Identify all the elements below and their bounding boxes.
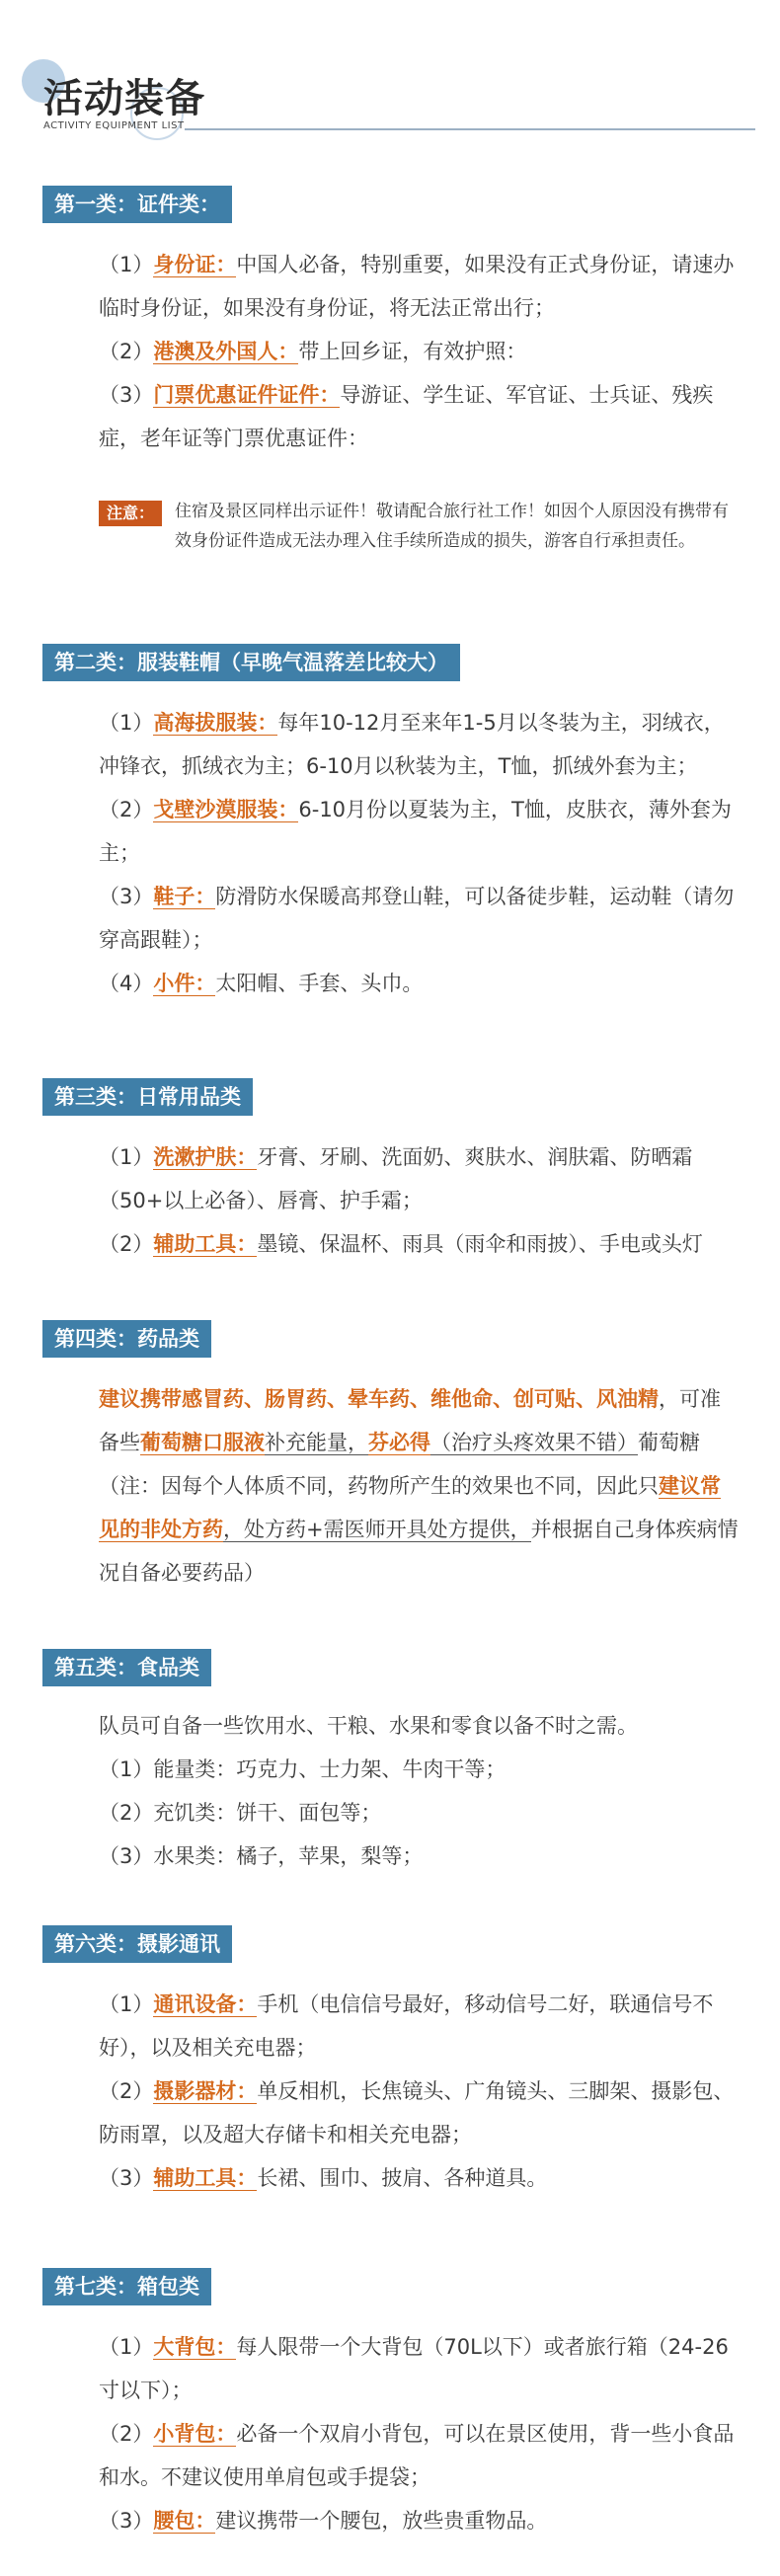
list-item (99, 373, 741, 460)
item-text: 每人限带一个大背包（70L以下）或者旅行箱（24-26寸以下）； (99, 2335, 729, 2402)
item-text: 手机（电信信号最好，移动信号二好，联通信号不好），以及相关充电器； (99, 1992, 714, 2060)
section-body (99, 701, 741, 1005)
item-number: （1） (99, 1992, 154, 2016)
item-number: （2） (99, 2079, 154, 2103)
list-item (99, 2069, 741, 2156)
highlight-text: 建议携带感冒药、肠胃药、晕车药、维他命、创可贴、风油精 (99, 1387, 659, 1411)
section-heading: 第六类：摄影通讯 (42, 1925, 232, 1963)
section-body (99, 1983, 741, 2200)
header (22, 57, 757, 136)
list-item (99, 1222, 741, 1266)
item-text: 牙膏、牙刷、洗面奶、爽肤水、润肤霜、防晒霜（50+以上必备）、唇膏、护手霜； (99, 1145, 693, 1212)
item-text: 橘子，苹果，梨等； (236, 1844, 424, 1868)
section-body (99, 2325, 741, 2542)
item-number: （2） (99, 798, 154, 821)
list-item (99, 788, 741, 875)
item-keyword: 通讯设备： (153, 1992, 258, 2016)
body-text: 并根据自己身体疾病情况自备必要药品） (99, 1518, 739, 1585)
body-text: （治疗头疼效果不错） (430, 1431, 638, 1454)
highlight-text: 芬必得 (368, 1431, 430, 1454)
item-keyword: 小背包： (153, 2422, 237, 2446)
item-number: （1） (99, 1145, 154, 1169)
list-item (99, 243, 741, 330)
item-text: 太阳帽、手套、头巾。 (215, 972, 424, 995)
section-body (99, 1704, 741, 1878)
section-heading: 第七类：箱包类 (42, 2268, 211, 2305)
item-text: 建议携带一个腰包，放些贵重物品。 (215, 2509, 548, 2533)
item-text: 墨镜、保温杯、雨具（雨伞和雨披）、手电或头灯 (257, 1232, 703, 1256)
header-divider (185, 128, 755, 130)
item-number: （3） (99, 1844, 154, 1868)
item-number: （3） (99, 2166, 154, 2190)
item-text: 长裙、围巾、披肩、各种道具。 (257, 2166, 548, 2190)
list-item (99, 330, 741, 373)
page-title: 活动装备 (43, 76, 205, 121)
notice-tag: 注意： (99, 501, 162, 526)
list-item (99, 1983, 741, 2069)
item-text: 6-10月份以夏装为主，T恤，皮肤衣，薄外套为主； (99, 798, 732, 865)
body-text: ，可准备些 (99, 1387, 721, 1454)
highlight-text: 葡萄糖口服液 (140, 1431, 265, 1454)
item-keyword: 小件： (153, 972, 216, 995)
paragraph (99, 1377, 741, 1595)
section-heading: 第五类：食品类 (42, 1649, 211, 1686)
item-keyword: 摄影器材： (153, 2079, 258, 2103)
item-text: 必备一个双肩小背包，可以在景区使用，背一些小食品和水。不建议使用单肩包或手提袋； (99, 2422, 735, 2489)
item-keyword: 戈壁沙漠服装： (153, 798, 299, 821)
intro-text: 队员可自备一些饮用水、干粮、水果和零食以备不时之需。 (99, 1714, 638, 1738)
item-number: （1） (99, 253, 154, 276)
item-text: 中国人必备，特别重要，如果没有正式身份证，请速办临时身份证，如果没有身份证，将无法正常出行； (99, 253, 735, 320)
item-text: 饼干、面包等； (236, 1801, 382, 1825)
section-body (99, 243, 741, 460)
item-text: 导游证、学生证、军官证、士兵证、残疾症，老年证等门票优惠证件： (99, 383, 714, 450)
body-text: ，处方药+需医师开具处方提供， (223, 1518, 531, 1541)
item-keyword: 港澳及外国人： (153, 340, 299, 363)
item-keyword: 辅助工具： (153, 2166, 258, 2190)
item-keyword: 大背包： (153, 2335, 237, 2359)
item-number: （3） (99, 885, 154, 908)
item-keyword: 洗漱护肤： (153, 1145, 258, 1169)
notice (99, 499, 741, 551)
item-number: （3） (99, 2509, 154, 2533)
item-text: 单反相机，长焦镜头、广角镜头、三脚架、摄影包、防雨罩，以及超大存储卡和相关充电器； (99, 2079, 735, 2147)
page-subtitle: ACTIVITY EQUIPMENT LIST (43, 120, 185, 131)
item-number: （3） (99, 383, 154, 407)
section-heading: 第二类：服装鞋帽（早晚气温落差比较大） (42, 644, 460, 681)
item-keyword: 水果类： (153, 1844, 237, 1868)
section-heading: 第一类：证件类： (42, 186, 232, 223)
item-number: （1） (99, 1757, 154, 1781)
list-item (99, 2156, 741, 2200)
list-item (99, 1135, 741, 1222)
item-text: 防滑防水保暖高邦登山鞋，可以备徒步鞋，运动鞋（请勿穿高跟鞋）； (99, 885, 735, 952)
list-item (99, 2325, 741, 2412)
list-item (99, 2499, 741, 2542)
item-number: （2） (99, 1232, 154, 1256)
item-keyword: 身份证： (153, 253, 237, 276)
item-number: （4） (99, 972, 154, 995)
list-item (99, 701, 741, 788)
list-item (99, 1748, 741, 1791)
item-keyword: 高海拔服装： (153, 711, 278, 735)
highlight-text: 建议常见的非处方药 (99, 1474, 721, 1541)
list-item (99, 2412, 741, 2499)
item-text: 巧克力、士力架、牛肉干等； (236, 1757, 507, 1781)
item-number: （2） (99, 340, 154, 363)
notice-text: 住宿及景区同样出示证件！敬请配合旅行社工作！如因个人原因没有携带有效身份证件造成无法办理入住手续所造成的损失，游客自行承担责任。 (175, 502, 729, 551)
section-body (99, 1135, 741, 1266)
item-text: 带上回乡证，有效护照： (298, 340, 527, 363)
list-item (99, 1834, 741, 1878)
item-number: （2） (99, 2422, 154, 2446)
section-body (99, 1377, 741, 1595)
item-number: （2） (99, 1801, 154, 1825)
list-item (99, 875, 741, 962)
item-keyword: 腰包： (153, 2509, 216, 2533)
item-keyword: 能量类： (153, 1757, 237, 1781)
list-item (99, 1791, 741, 1834)
item-keyword: 充饥类： (153, 1801, 237, 1825)
item-number: （1） (99, 2335, 154, 2359)
item-text: 每年10-12月至来年1-5月以冬装为主，羽绒衣，冲锋衣，抓绒衣为主；6-10月以秋装为主，T恤，抓绒外套为主； (99, 711, 725, 778)
body-text: 补充能量， (265, 1431, 368, 1454)
list-item (99, 962, 741, 1005)
item-keyword: 门票优惠证件证件： (153, 383, 341, 407)
item-keyword: 辅助工具： (153, 1232, 258, 1256)
item-number: （1） (99, 711, 154, 735)
body-text: 葡萄糖（注：因每个人体质不同，药物所产生的效果也不同，因此只 (99, 1431, 700, 1498)
section-heading: 第四类：药品类 (42, 1320, 211, 1358)
item-keyword: 鞋子： (153, 885, 216, 908)
section-heading: 第三类：日常用品类 (42, 1078, 253, 1116)
